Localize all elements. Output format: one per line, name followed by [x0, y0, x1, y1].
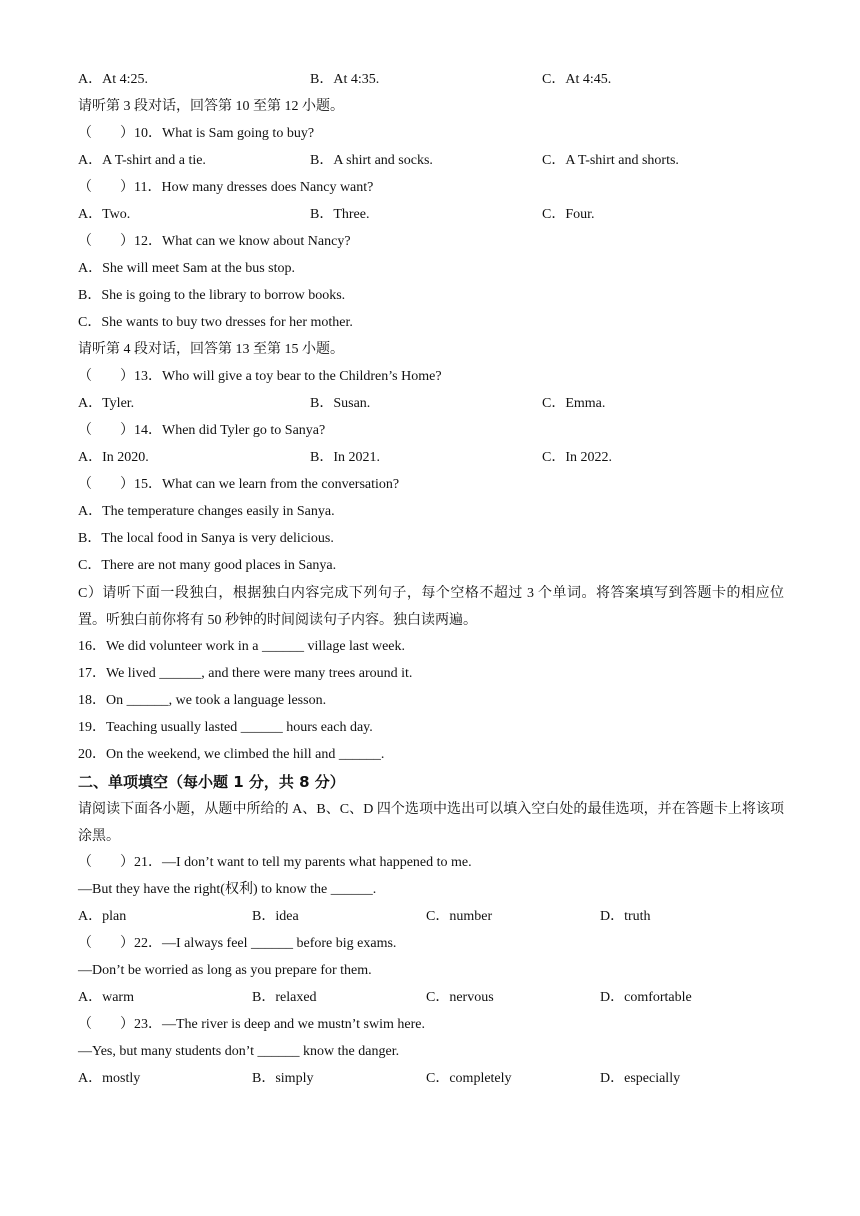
fill-sentence-19: 19．Teaching usually lasted ______ hours each day. — [78, 720, 373, 735]
q23-stem: （ ）23．—The river is deep and we mustn’t swim here. — [78, 1017, 425, 1032]
q23-option-d: D．especially — [600, 1071, 681, 1086]
q11-option-c: C．Four. — [542, 207, 595, 222]
q11-option-a: A．Two. — [78, 207, 131, 222]
q21-option-d: D．truth — [600, 909, 651, 924]
q10-option-b: B．A shirt and socks. — [310, 153, 433, 168]
q22-option-d: D．comfortable — [600, 990, 692, 1005]
q21-option-c: C．number — [426, 909, 493, 924]
q22-option-b: B．relaxed — [252, 990, 317, 1005]
q11-option-b: B．Three. — [310, 207, 370, 222]
q23-option-a: A．mostly — [78, 1071, 141, 1086]
q13-option-b: B．Susan. — [310, 396, 371, 411]
q13-option-a: A．Tyler. — [78, 396, 135, 411]
q22-option-c: C．nervous — [426, 990, 494, 1005]
q22-response: —Don’t be worried as long as you prepare for them. — [78, 963, 372, 978]
q15-option-a: A．The temperature changes easily in Sanya. — [78, 504, 335, 519]
q22-option-a: A．warm — [78, 990, 134, 1005]
q21-stem: （ ）21．—I don’t want to tell my parents what happened to me. — [78, 855, 472, 870]
section-4-instruction: 请听第 4 段对话，回答第 13 至第 15 小题。 — [78, 342, 344, 357]
q21-option-a: A．plan — [78, 909, 127, 924]
q23-response: —Yes, but many students don’t ______ know the danger. — [78, 1044, 400, 1059]
section-2-instruction: 请阅读下面各小题，从题中所给的 A、B、C、D 四个选项中选出可以填入空白处的最佳选项，并在答题卡上将该项涂黑。 — [78, 802, 784, 844]
q12-option-a: A．She will meet Sam at the bus stop. — [78, 261, 295, 276]
fill-sentence-18: 18．On ______, we took a language lesson. — [78, 693, 327, 708]
section-3-instruction: 请听第 3 段对话，回答第 10 至第 12 小题。 — [78, 99, 344, 114]
q12-stem: （ ）12．What can we know about Nancy? — [78, 234, 351, 249]
q23-option-b: B．simply — [252, 1071, 314, 1086]
q9-option-a: A．At 4:25. — [78, 72, 148, 87]
q15-stem: （ ）15．What can we learn from the conversation? — [78, 477, 400, 492]
q14-option-b: B．In 2021. — [310, 450, 380, 465]
q12-option-b: B．She is going to the library to borrow books. — [78, 288, 346, 303]
q11-stem: （ ）11．How many dresses does Nancy want? — [78, 180, 374, 195]
q15-option-c: C．There are not many good places in Sanya. — [78, 558, 337, 573]
section-2-heading: 二、单项填空（每小题 1 分，共 8 分） — [78, 773, 345, 791]
fill-sentence-16: 16．We did volunteer work in a ______ village last week. — [78, 639, 406, 654]
q13-stem: （ ）13．Who will give a toy bear to the Children’s Home? — [78, 369, 442, 384]
q22-stem: （ ）22．—I always feel ______ before big exams. — [78, 936, 397, 951]
q9-option-b: B．At 4:35. — [310, 72, 380, 87]
q10-stem: （ ）10．What is Sam going to buy? — [78, 126, 315, 141]
q14-option-c: C．In 2022. — [542, 450, 612, 465]
q12-option-c: C．She wants to buy two dresses for her mother. — [78, 315, 353, 330]
q15-option-b: B．The local food in Sanya is very delicious. — [78, 531, 334, 546]
q14-option-a: A．In 2020. — [78, 450, 149, 465]
q13-option-c: C．Emma. — [542, 396, 606, 411]
q14-stem: （ ）14．When did Tyler go to Sanya? — [78, 423, 326, 438]
q21-response: —But they have the right(权利) to know the ______. — [78, 882, 377, 897]
q10-option-c: C．A T-shirt and shorts. — [542, 153, 679, 168]
fill-sentence-17: 17．We lived ______, and there were many trees around it. — [78, 666, 413, 681]
fill-sentence-20: 20．On the weekend, we climbed the hill and ______. — [78, 747, 385, 762]
part-c-instruction: C）请听下面一段独白，根据独白内容完成下列句子，每个空格不超过 3 个单词。将答案填写到答题卡的相应位置。听独白前你将有 50 秒钟的时间阅读句子内容。独白读两遍。 — [78, 586, 784, 628]
q23-option-c: C．completely — [426, 1071, 512, 1086]
q10-option-a: A．A T-shirt and a tie. — [78, 153, 206, 168]
q21-option-b: B．idea — [252, 909, 299, 924]
q9-option-c: C．At 4:45. — [542, 72, 612, 87]
